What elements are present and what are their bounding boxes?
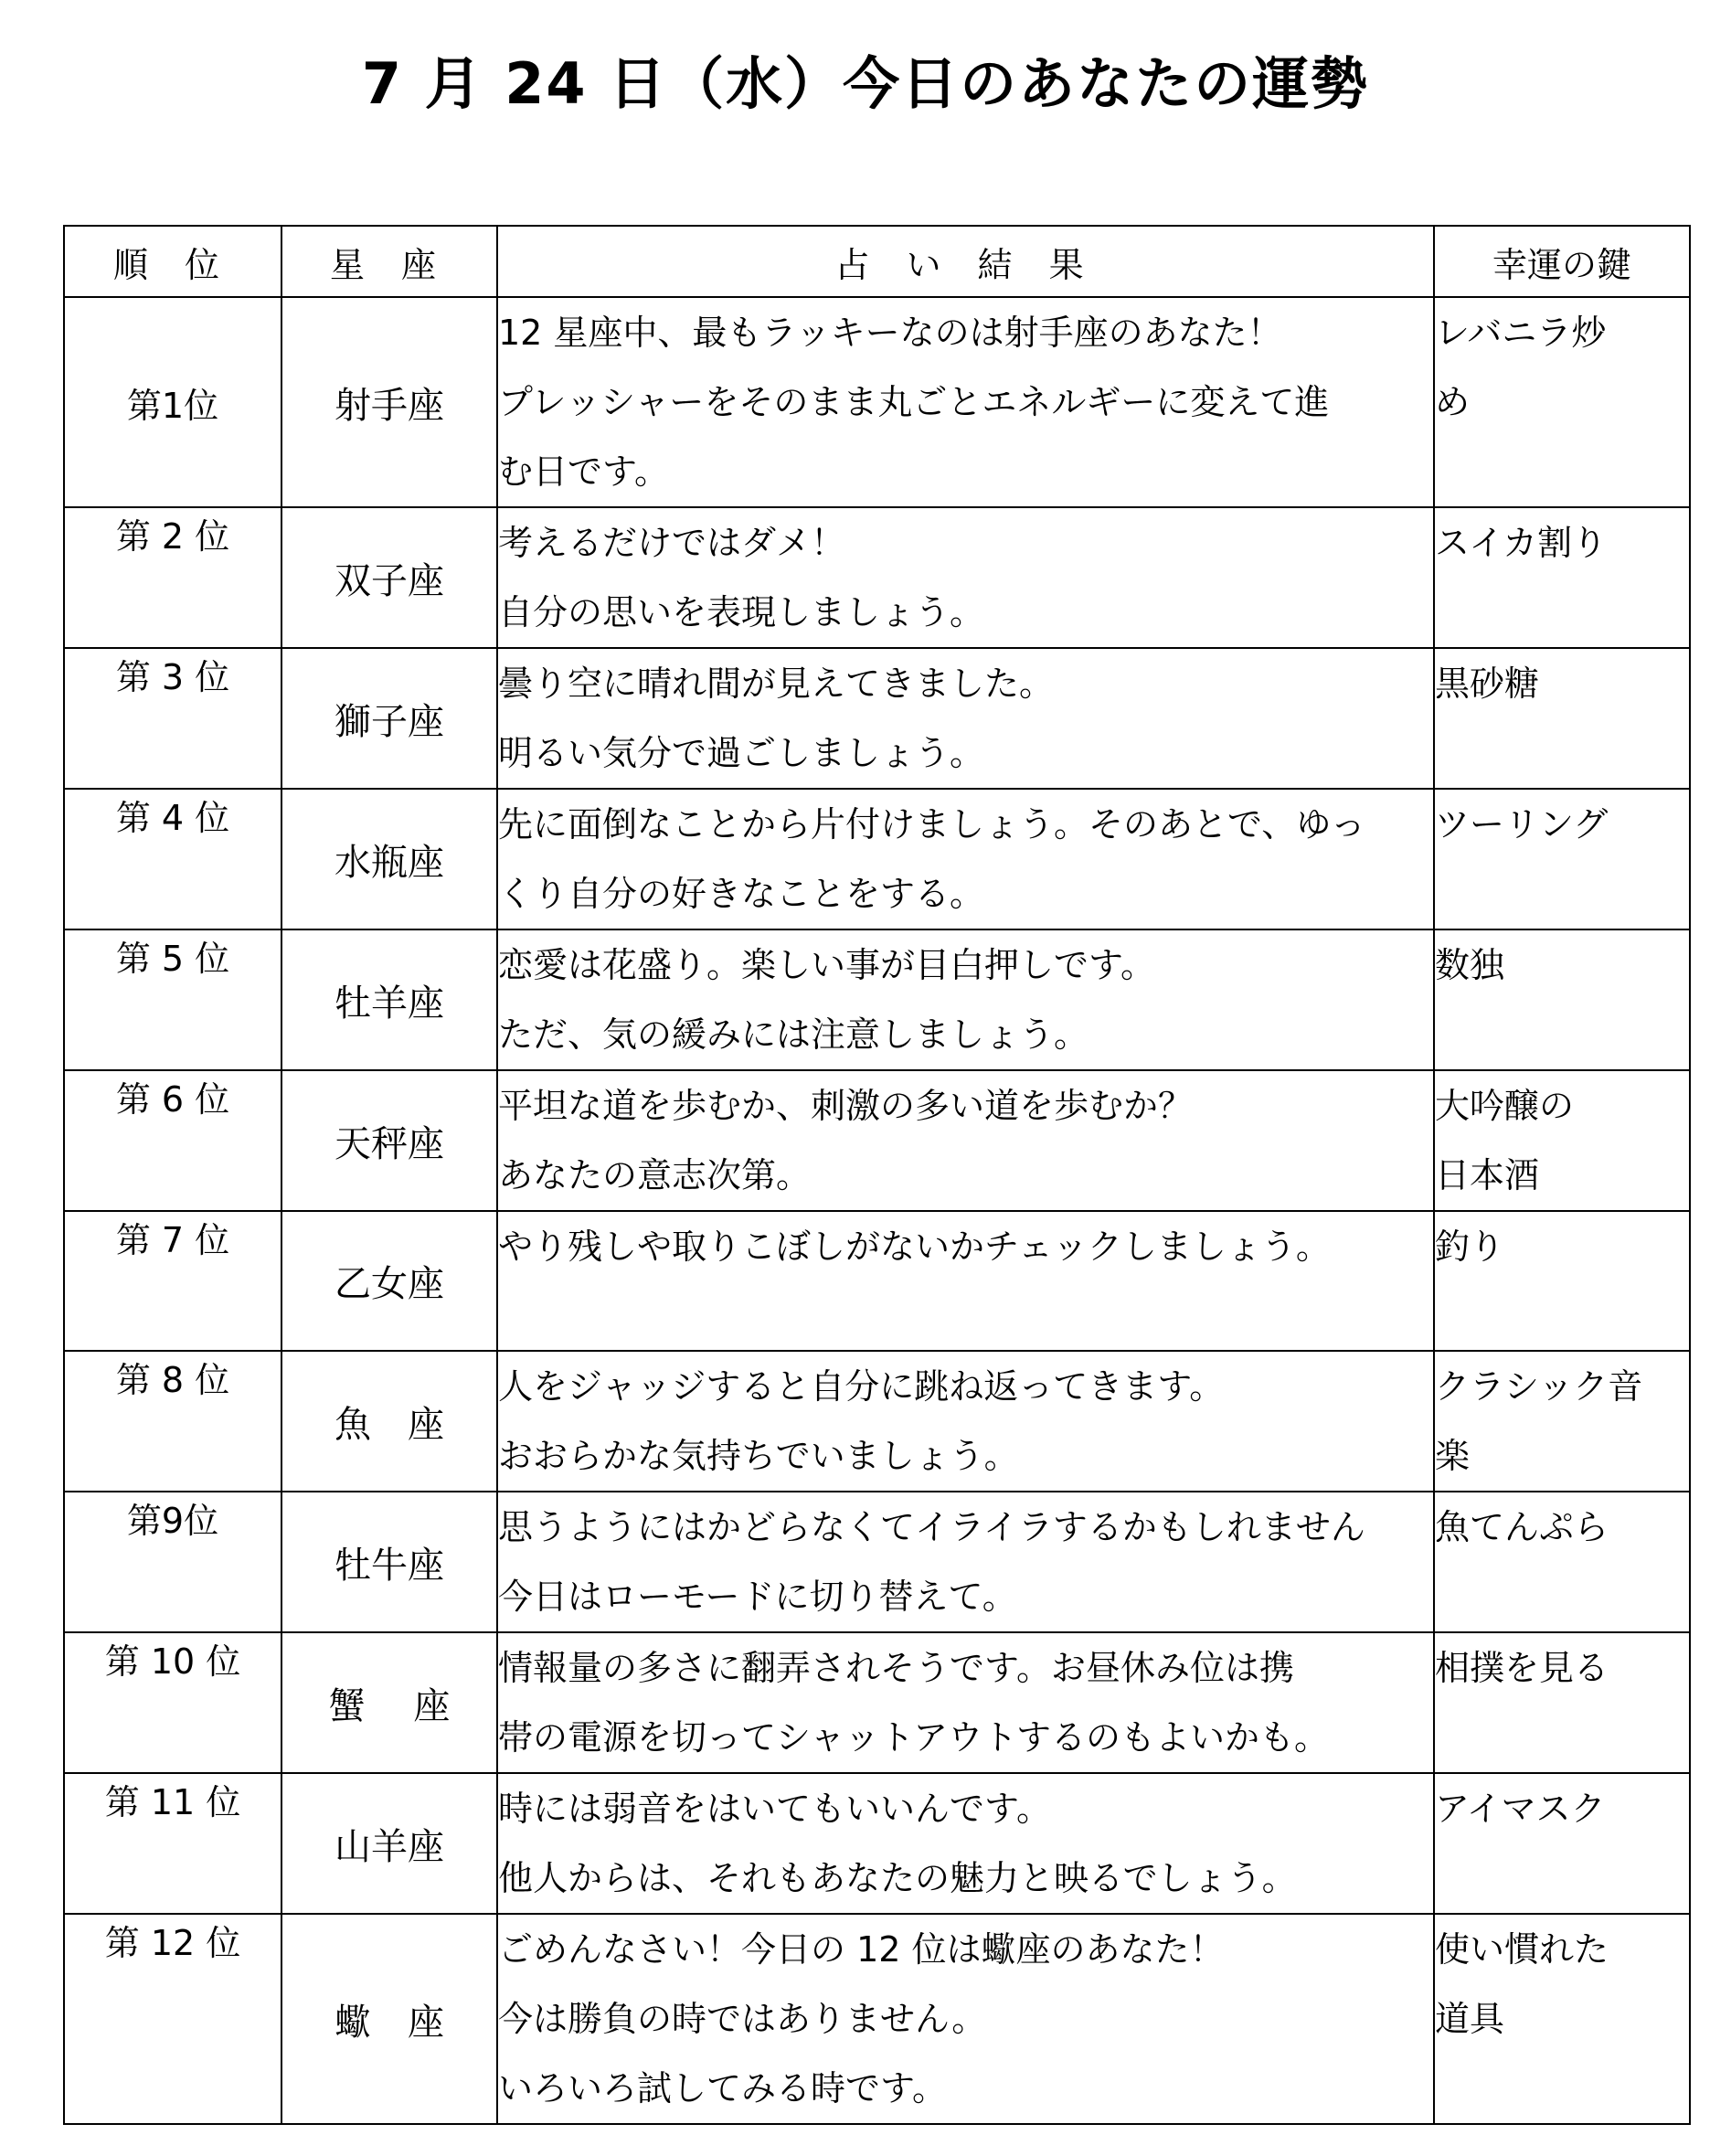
rank-cell: 第 3 位 [64,648,281,789]
lucky-key-cell [1434,1211,1690,1351]
result-line: 自分の思いを表現しましょう。 [498,592,985,632]
rank-cell: 第 6 位 [64,1070,281,1211]
result-cell [497,507,1434,648]
result-cell [497,1070,1434,1211]
page-title: 7 月 24 日（水）今日のあなたの運勢 [361,50,1370,117]
table-row [64,789,1690,929]
lucky-key-line: レバニラ炒 [1435,313,1607,353]
lucky-key-line: クラシック音 [1435,1366,1643,1407]
lucky-key-cell [1434,1914,1690,2124]
result-line: 他人からは、それもあなたの魅力と映るでしょう。 [498,1858,1297,1898]
sign-cell: 牡羊座 [281,929,497,1070]
rank-cell: 第 12 位 [64,1914,281,2124]
lucky-key-line: 道具 [1435,1999,1505,2039]
lucky-key-line: 相撲を見る [1435,1648,1609,1688]
result-cell [497,1914,1434,2124]
sign-cell: 山羊座 [281,1773,497,1914]
rank-cell: 第1位 [64,297,281,507]
table-row [64,1632,1690,1773]
result-line: 明るい気分で過ごしましょう。 [498,733,985,773]
table-row [64,1070,1690,1211]
result-cell [497,929,1434,1070]
table-row [64,1773,1690,1914]
sign-cell: 双子座 [281,507,497,648]
lucky-key-cell [1434,648,1690,789]
sign-cell: 水瓶座 [281,789,497,929]
result-line: おおらかな気持ちでいましょう。 [498,1436,1019,1476]
sign-cell: 蟹 座 [281,1632,497,1773]
result-line: 12 星座中、最もラッキーなのは射手座のあなた！ [498,313,1282,353]
lucky-key-cell [1434,1070,1690,1211]
lucky-key-cell [1434,507,1690,648]
lucky-key-line: 魚てんぷら [1435,1507,1609,1547]
result-line: 先に面倒なことから片付けましょう。そのあとで、ゆっ [498,804,1365,844]
rank-cell: 第 4 位 [64,789,281,929]
result-cell [497,1632,1434,1773]
lucky-key-cell [1434,1351,1690,1492]
result-line: 恋愛は花盛り。楽しい事が目白押しです。 [498,945,1155,985]
table-body [64,297,1690,2124]
result-line: プレッシャーをそのまま丸ごとエネルギーに変えて進 [498,382,1330,422]
result-line: 時には弱音をはいてもいいんです。 [498,1789,1051,1829]
header-rank: 順 位 [64,226,281,297]
result-line: ただ、気の緩みには注意しましょう。 [498,1014,1089,1055]
rank-cell: 第 10 位 [64,1632,281,1773]
rank-cell: 第 5 位 [64,929,281,1070]
lucky-key-cell [1434,1492,1690,1632]
sign-cell: 魚 座 [281,1351,497,1492]
result-line: 帯の電源を切ってシャットアウトするのもよいかも。 [498,1717,1329,1758]
rank-cell: 第9位 [64,1492,281,1632]
result-line: 今は勝負の時ではありません。 [498,1999,987,2039]
lucky-key-line: 釣り [1435,1227,1505,1267]
result-cell [497,1351,1434,1492]
lucky-key-cell [1434,789,1690,929]
result-line: ごめんなさい！今日の 12 位は蠍座のあなた！ [498,1929,1225,1970]
result-line: 人をジャッジすると自分に跳ね返ってきます。 [498,1366,1225,1407]
sign-cell: 乙女座 [281,1211,497,1351]
rank-cell: 第 2 位 [64,507,281,648]
result-line: 思うようにはかどらなくてイライラするかもしれません [498,1507,1365,1547]
table-row [64,1211,1690,1351]
result-line: いろいろ試してみる時です。 [498,2068,947,2108]
result-line: あなたの意志次第。 [498,1155,812,1195]
fortune-table [63,225,1691,2125]
lucky-key-cell [1434,297,1690,507]
table-row [64,1492,1690,1632]
sign-cell: 蠍 座 [281,1914,497,2124]
result-cell [497,1492,1434,1632]
result-line: 今日はローモードに切り替えて。 [498,1577,1017,1617]
table-row [64,507,1690,648]
lucky-key-line: スイカ割り [1435,523,1608,563]
sign-cell: 牡牛座 [281,1492,497,1632]
rank-cell: 第 11 位 [64,1773,281,1914]
lucky-key-line: 黒砂糖 [1435,664,1540,704]
lucky-key-line: め [1435,382,1471,422]
header-key: 幸運の鍵 [1434,226,1690,297]
lucky-key-line: 数独 [1435,945,1505,985]
result-cell [497,648,1434,789]
table-row [64,1914,1690,2124]
result-line: む日です。 [498,451,669,492]
result-cell [497,789,1434,929]
sign-cell: 獅子座 [281,648,497,789]
table-row [64,929,1690,1070]
lucky-key-cell [1434,929,1690,1070]
result-line: 考えるだけではダメ！ [498,523,846,563]
result-cell [497,1211,1434,1351]
rank-cell: 第 8 位 [64,1351,281,1492]
lucky-key-line: 日本酒 [1435,1155,1540,1195]
lucky-key-line: 大吟醸の [1435,1086,1575,1126]
lucky-key-line: 使い慣れた [1435,1929,1609,1970]
table-row [64,297,1690,507]
sign-cell: 天秤座 [281,1070,497,1211]
lucky-key-cell [1434,1632,1690,1773]
lucky-key-cell [1434,1773,1690,1914]
table-row [64,1351,1690,1492]
result-line: 曇り空に晴れ間が見えてきました。 [498,664,1055,704]
result-cell [497,1773,1434,1914]
lucky-key-line: 楽 [1435,1436,1471,1476]
header-sign: 星 座 [281,226,497,297]
sign-cell: 射手座 [281,297,497,507]
result-line: くり自分の好きなことをする。 [498,874,985,914]
table-header-row [64,226,1690,297]
result-cell [497,297,1434,507]
result-line: やり残しや取りこぼしがないかチェックしましょう。 [498,1227,1331,1267]
result-line: 情報量の多さに翻弄されそうです。お昼休み位は携 [498,1648,1294,1688]
table-row [64,648,1690,789]
result-line: 平坦な道を歩むか、刺激の多い道を歩むか？ [498,1086,1194,1126]
lucky-key-line: アイマスク [1435,1789,1606,1829]
lucky-key-line: ツーリング [1435,804,1609,844]
header-result: 占 い 結 果 [497,226,1434,297]
rank-cell: 第 7 位 [64,1211,281,1351]
